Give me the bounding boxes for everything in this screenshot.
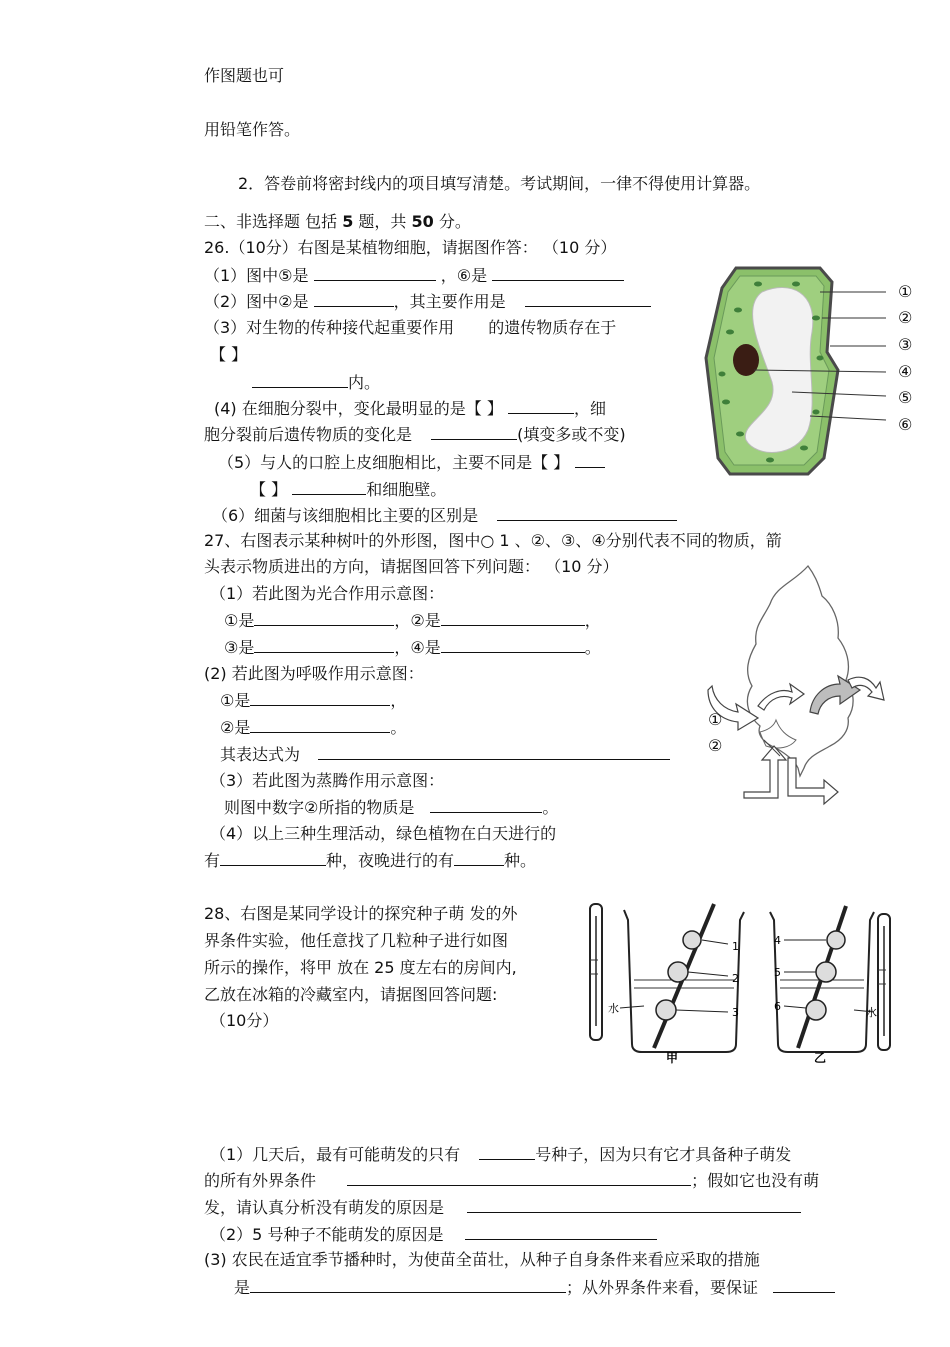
q27-p3b: 。: [542, 798, 559, 817]
seed-number-6: 6: [774, 1000, 781, 1013]
q26-line-4: [214, 398, 606, 419]
section-count: 5: [342, 212, 354, 231]
section-mid: 题，共: [353, 212, 412, 231]
blank[interactable]: [525, 291, 651, 307]
blank[interactable]: [220, 850, 326, 866]
blank[interactable]: [250, 717, 390, 733]
blank[interactable]: [492, 265, 624, 281]
blank[interactable]: [454, 850, 504, 866]
q27-part-2: (2) 若此图为呼吸作用示意图：: [204, 664, 424, 683]
q27-p2b: ，: [390, 691, 407, 710]
q26-title: 26.（10分）右图是某植物细胞，请据图作答： （10 分）: [204, 238, 617, 257]
q26-p5c: 和细胞壁。: [366, 480, 447, 499]
section-post: 分。: [433, 212, 471, 231]
blank[interactable]: [508, 398, 574, 414]
seed-experiment-figure: [584, 898, 900, 1064]
blank[interactable]: [347, 1170, 691, 1186]
q26-p5b: 【 】: [250, 480, 288, 499]
cell-label-3: ③: [898, 335, 913, 354]
cell-label-5: ⑤: [898, 388, 913, 407]
q27-part-1: （1）若此图为光合作用示意图：: [210, 584, 445, 603]
seed-number-4: 4: [774, 934, 781, 947]
q27-p4b: 种，夜晚进行的有: [326, 851, 455, 870]
section-score: 50: [411, 212, 434, 231]
water-label-yi: 水: [866, 1006, 877, 1019]
seed-number-3: 3: [732, 1006, 739, 1019]
q28-line-2: [204, 1170, 819, 1191]
seed-number-5: 5: [774, 966, 781, 979]
seed-number-2: 2: [732, 972, 739, 985]
blank[interactable]: [575, 452, 605, 468]
q26-p4d: (填变多或不变): [517, 425, 626, 444]
blank[interactable]: [254, 610, 394, 626]
blank[interactable]: [292, 479, 366, 495]
blank[interactable]: [318, 744, 670, 760]
q28-text-4: 乙放在冰箱的冷藏室内，请据图回答问题:: [204, 985, 498, 1004]
q27-line-7: [204, 850, 536, 871]
q27-line-3: [220, 690, 406, 711]
q27-p2c: ②是: [220, 718, 251, 737]
q26-p5a: （5）与人的口腔上皮细胞相比，主要不同是【 】: [218, 453, 570, 472]
q27-line-6: [224, 797, 558, 818]
q28-line-5: (3) 农民在适宜季节播种时，为使苗全苗壮，从种子自身条件来看应采取的措施: [204, 1250, 760, 1269]
blank[interactable]: [314, 291, 394, 307]
blank[interactable]: [465, 1224, 657, 1240]
q26-p3a: （3）对生物的传种接代起重要作用: [204, 318, 455, 337]
q26-p4b: ，细: [573, 399, 606, 418]
q27-p1f: 。: [584, 638, 601, 657]
q28-line-1: [210, 1144, 791, 1165]
q27-p1a: ①是: [224, 611, 255, 630]
beaker-jia-label: 甲: [666, 1051, 679, 1064]
q28-p2a: （2）5 号种子不能萌发的原因是: [210, 1225, 444, 1244]
q26-p2b: ，其主要作用是: [393, 292, 506, 311]
q27-p4c: 种。: [504, 851, 537, 870]
seed-number-1: 1: [732, 940, 739, 953]
cell-label-2: ②: [898, 308, 913, 327]
q28-p1a: （1）几天后，最有可能萌发的只有: [210, 1145, 461, 1164]
q26-line-3b: 【 】: [210, 345, 248, 364]
q27-p2e: 其表达式为: [220, 745, 301, 764]
blank[interactable]: [441, 637, 585, 653]
blank[interactable]: [254, 637, 394, 653]
q27-p2d: 。: [390, 718, 407, 737]
header-line-1: 作图题也可: [204, 66, 285, 85]
q27-part-3: （3）若此图为蒸腾作用示意图：: [210, 771, 445, 790]
q27-p1b: ，②是: [394, 611, 441, 630]
blank[interactable]: [430, 797, 542, 813]
q26-p4c: 胞分裂前后遗传物质的变化是: [204, 425, 413, 444]
cell-label-4: ④: [898, 362, 913, 381]
q27-title-1: 27、右图表示某种树叶的外形图，图中○ 1 、②、③、④分别代表不同的物质，箭: [204, 531, 782, 550]
q26-p1a: （1）图中⑤是: [204, 266, 309, 285]
q28-text-3: 所示的操作，将甲 放在 25 度左右的房间内,: [204, 958, 517, 977]
q26-line-5b: [250, 479, 446, 500]
leaf-label-1: ①: [708, 710, 723, 729]
plant-cell-figure: [700, 262, 930, 484]
q27-line-5: [220, 744, 670, 765]
q27-p1e: ，④是: [394, 638, 441, 657]
q27-p3a: 则图中数字②所指的物质是: [224, 798, 415, 817]
q28-line-3: [204, 1197, 801, 1218]
q27-p1c: ，: [584, 611, 601, 630]
blank[interactable]: [250, 690, 390, 706]
q26-p3d: 内。: [348, 373, 381, 392]
leaf-figure: [700, 560, 900, 808]
q26-line-5: [218, 452, 605, 473]
q27-p4a: 有: [204, 851, 221, 870]
q27-line-2: [224, 637, 601, 658]
q28-line-4: [210, 1224, 657, 1245]
q28-p1d: ；假如它也没有萌: [691, 1171, 820, 1190]
leaf-label-2: ②: [708, 736, 723, 755]
section-title: [204, 212, 471, 232]
q26-line-6: [212, 505, 677, 526]
q26-line-2: [204, 291, 651, 312]
q28-p1e: 发，请认真分析没有萌发的原因是: [204, 1198, 445, 1217]
q27-p1d: ③是: [224, 638, 255, 657]
q26-p3b: 的遗传物质存在于: [488, 318, 617, 337]
q26-line-3: [204, 318, 616, 338]
blank[interactable]: [314, 265, 436, 281]
beaker-yi-label: 乙: [814, 1051, 827, 1064]
blank[interactable]: [467, 1197, 801, 1213]
q28-line-6: [234, 1277, 835, 1298]
blank[interactable]: [252, 372, 348, 388]
blank[interactable]: [441, 610, 585, 626]
water-label-jia: 水: [608, 1002, 619, 1015]
q26-line-1: [204, 265, 624, 286]
cell-label-6: ⑥: [898, 415, 913, 434]
q27-title-2: 头表示物质进出的方向，请据图回答下列问题： （10 分）: [204, 557, 619, 576]
blank[interactable]: [250, 1277, 566, 1293]
header-line-3: 2．答卷前将密封线内的项目填写清楚。考试期间，一律不得使用计算器。: [238, 174, 761, 193]
q28-text-5: （10分）: [210, 1011, 279, 1030]
q28-text-1: 28、右图是某同学设计的探究种子萌 发的外: [204, 904, 518, 923]
q28-p3b: 是: [234, 1278, 251, 1297]
q26-p1b: ，⑥是: [440, 266, 488, 285]
blank[interactable]: [497, 505, 677, 521]
q26-p2a: （2）图中②是: [204, 292, 309, 311]
cell-label-1: ①: [898, 282, 913, 301]
q27-line-4: [220, 717, 406, 738]
blank[interactable]: [479, 1144, 535, 1160]
q26-line-4b: [204, 424, 626, 445]
section-pre: 二、非选择题 包括: [204, 212, 343, 231]
q26-line-3c: [252, 372, 380, 393]
q26-p4a: (4) 在细胞分裂中，变化最明显的是【 】: [214, 399, 503, 418]
q27-line-1: [224, 610, 601, 631]
blank[interactable]: [773, 1277, 835, 1293]
q27-p2a: ①是: [220, 691, 251, 710]
q28-p1c: 的所有外界条件: [204, 1171, 317, 1190]
q28-p1b: 号种子，因为只有它才具备种子萌发: [535, 1145, 792, 1164]
header-line-2: 用铅笔作答。: [204, 120, 301, 139]
q27-part-4: （4）以上三种生理活动，绿色植物在白天进行的: [210, 824, 557, 843]
q28-text-2: 界条件实验，他任意找了几粒种子进行如图: [204, 931, 509, 950]
q26-p6a: （6）细菌与该细胞相比主要的区别是: [212, 506, 479, 525]
blank[interactable]: [431, 424, 517, 440]
q28-p3c: ；从外界条件来看，要保证: [566, 1278, 759, 1297]
